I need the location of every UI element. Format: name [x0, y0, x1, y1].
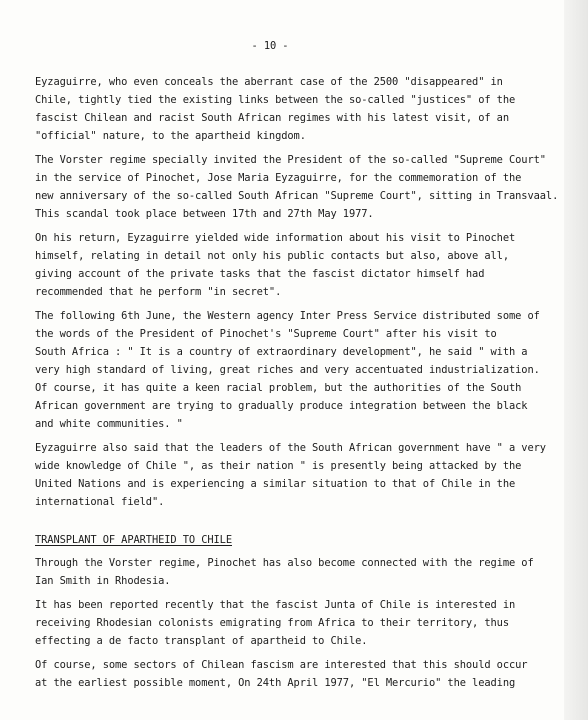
paragraph-4	[35, 307, 555, 433]
text-line: and white communities. "	[35, 418, 183, 430]
paragraph-1	[35, 73, 555, 145]
text-line: Ian Smith in Rhodesia.	[35, 575, 171, 587]
text-line: Through the Vorster regime, Pinochet has also become connected with the regime of	[35, 557, 534, 569]
text-line: "official" nature, to the apartheid kingdom.	[35, 130, 306, 142]
text-line: effecting a de facto transplant of apartheid to Chile.	[35, 635, 368, 647]
text-line: the words of the President of Pinochet's "Supreme Court" after his visit to	[35, 328, 497, 340]
text-line: Chile, tightly tied the existing links between the so-called "justices" of the	[35, 94, 516, 106]
text-line: Eyzaguirre also said that the leaders of the South African government have " a very	[35, 442, 546, 454]
text-line: United Nations and is experiencing a similar situation to that of Chile in the	[35, 478, 516, 490]
text-line: It has been reported recently that the fascist Junta of Chile is interested in	[35, 599, 516, 611]
text-line: at the earliest possible moment, On 24th April 1977, "El Mercurio" the leading	[35, 677, 516, 689]
paragraph-3	[35, 229, 555, 301]
text-line: wide knowledge of Chile ", as their nation " is presently being attacked by the	[35, 460, 522, 472]
paragraph-2	[35, 151, 559, 223]
text-line: recommended that he perform "in secret".	[35, 286, 282, 298]
text-line: new anniversary of the so-called South African "Supreme Court", sitting in Transvaal.	[35, 190, 559, 202]
section-heading: TRANSPLANT OF APARTHEID TO CHILE	[35, 534, 232, 546]
text-line: very high standard of living, great riches and very accentuated industrialization.	[35, 364, 540, 376]
text-line: The following 6th June, the Western agency Inter Press Service distributed some of	[35, 310, 540, 322]
text-line: in the service of Pinochet, Jose Maria Eyzaguirre, for the commemoration of the	[35, 172, 522, 184]
paragraph-7	[35, 596, 555, 650]
paragraph-8	[35, 656, 555, 692]
text-line: African government are trying to gradually produce integration between the black	[35, 400, 528, 412]
text-line: This scandal took place between 17th and 27th May 1977.	[35, 208, 374, 220]
text-line: Of course, some sectors of Chilean fascism are interested that this should occur	[35, 659, 528, 671]
text-line: international field".	[35, 496, 165, 508]
paragraph-6	[35, 554, 555, 590]
text-line: South Africa : " It is a country of extraordinary development", he said " with a	[35, 346, 528, 358]
text-line: himself, relating in detail not only his public contacts but also, above all,	[35, 250, 509, 262]
text-line: fascist Chilean and racist South African regimes with his latest visit, of an	[35, 112, 509, 124]
text-line: receiving Rhodesian colonists emigrating from Africa to their territory, thus	[35, 617, 509, 629]
text-line: Eyzaguirre, who even conceals the aberrant case of the 2500 "disappeared" in	[35, 76, 503, 88]
text-line: Of course, it has quite a keen racial problem, but the authorities of the South	[35, 382, 522, 394]
page-number: - 10 -	[251, 40, 289, 52]
text-line: The Vorster regime specially invited the President of the so-called "Supreme Court"	[35, 154, 546, 166]
text-line: On his return, Eyzaguirre yielded wide information about his visit to Pinochet	[35, 232, 516, 244]
paragraph-5	[35, 439, 555, 511]
page-edge-shadow	[564, 0, 588, 720]
text-line: giving account of the private tasks that the fascist dictator himself had	[35, 268, 485, 280]
